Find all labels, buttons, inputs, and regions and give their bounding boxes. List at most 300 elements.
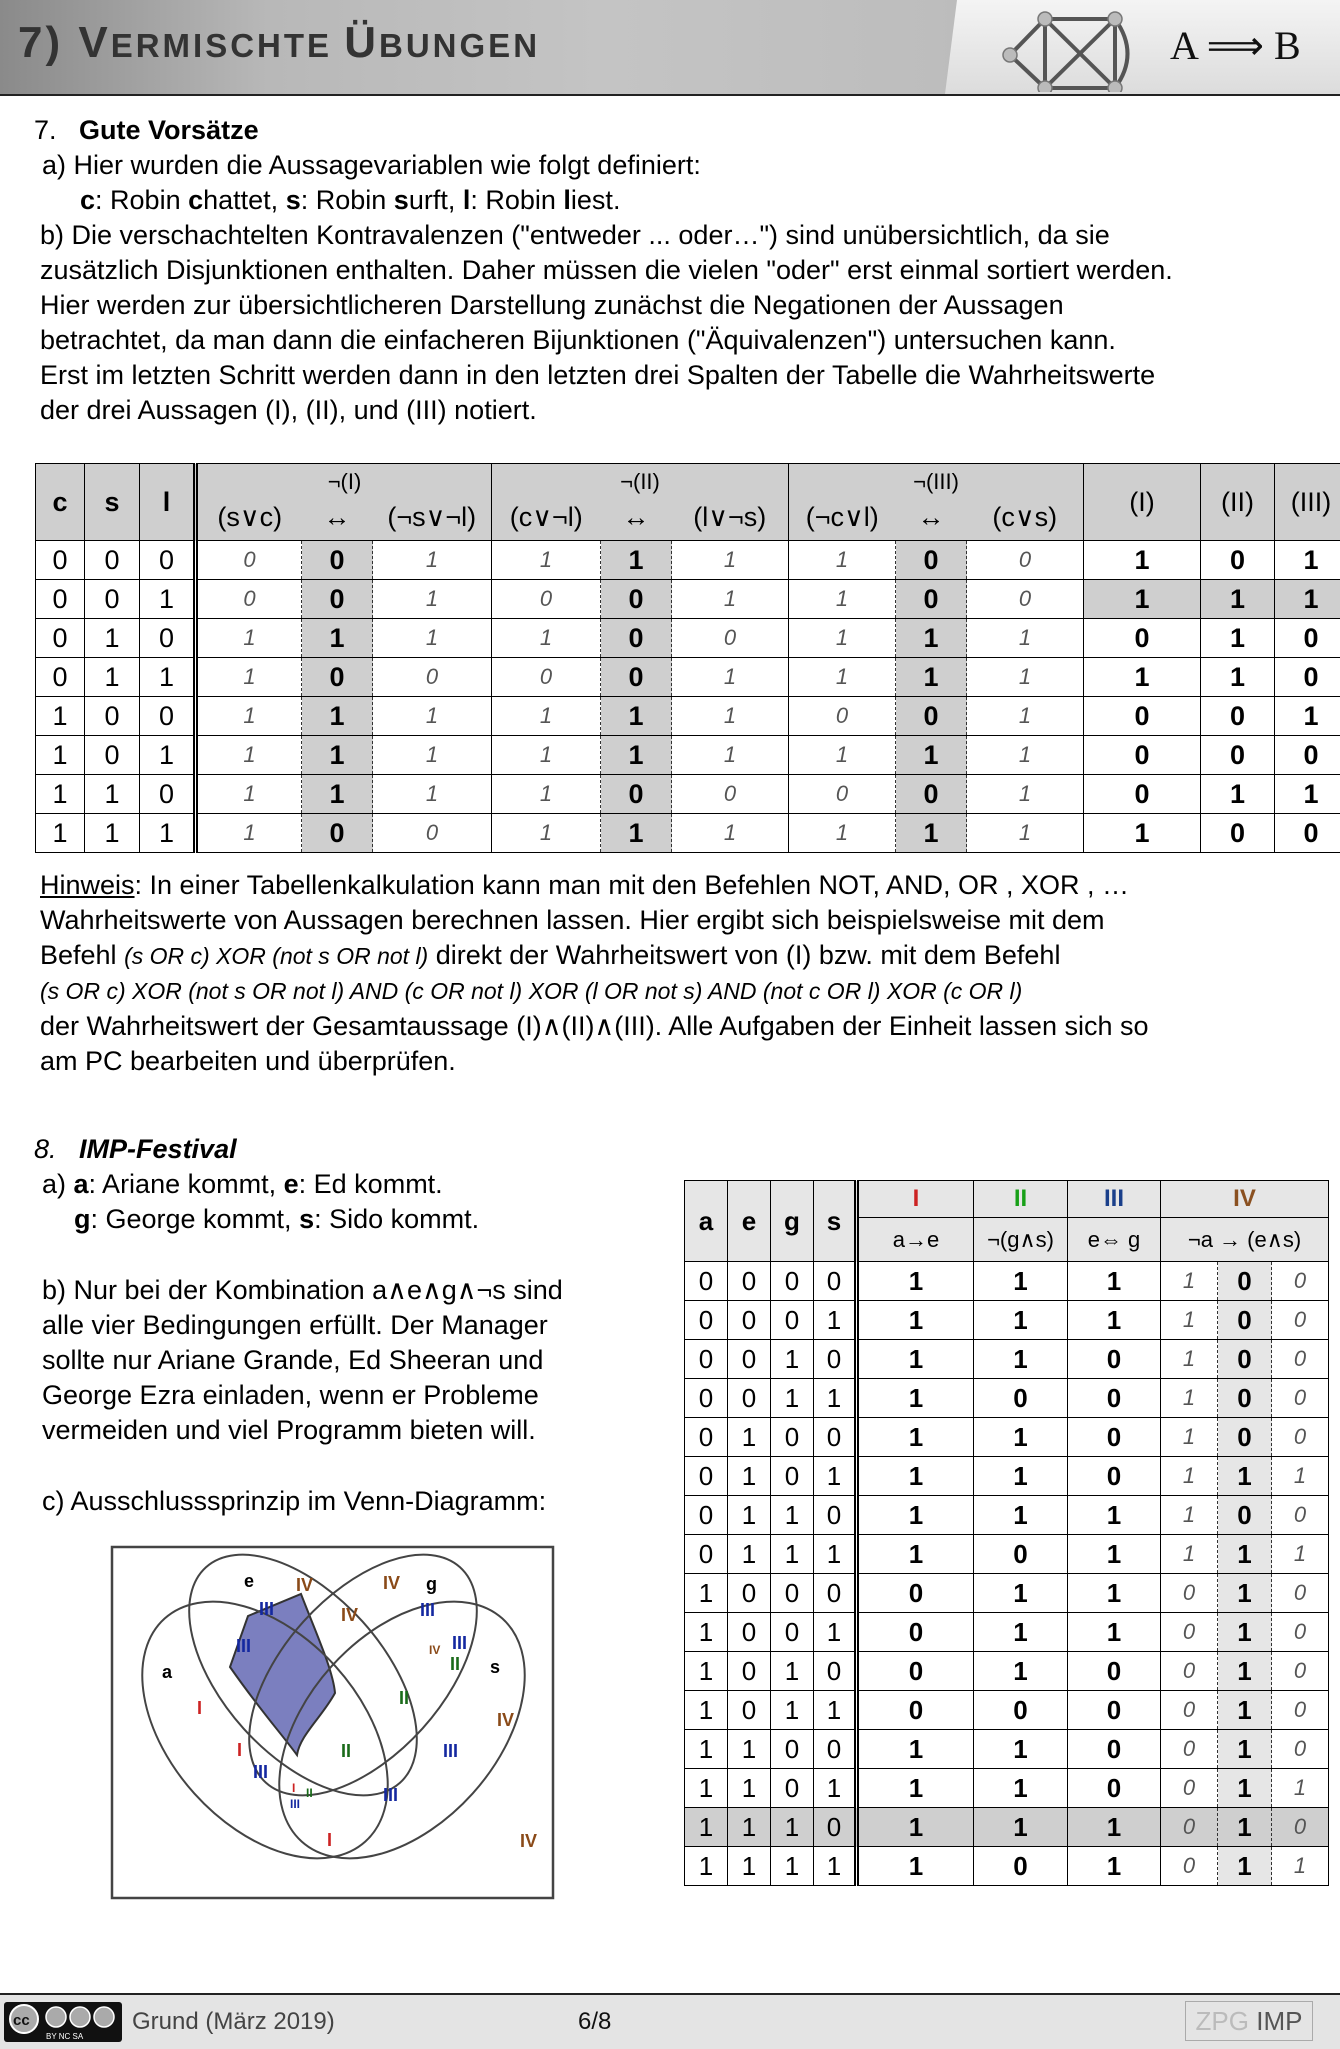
subexpression-value: 0 [672,775,789,814]
subexpression-value: 1 [672,736,789,775]
subexpression-value: 0 [373,658,492,697]
result-value: 1 [1275,580,1340,619]
subexpression-value: 1 [196,736,302,775]
condition-value: 0 [1068,1730,1161,1769]
condition-value: 1 [857,1496,974,1535]
subexpression-value: 0 [1161,1847,1218,1886]
column-header-l: l [140,464,196,541]
paragraph-line: alle vier Bedingungen erfüllt. Der Manager [42,1310,548,1340]
definition-text: : Sido kommt. [314,1204,480,1234]
result-value: 0 [1275,619,1340,658]
table-row [685,1340,1329,1379]
venn-region-label: III [383,1785,399,1805]
input-value: 0 [85,697,140,736]
paragraph-line: George Ezra einladen, wenn er Probleme [42,1380,539,1410]
table-row [685,1574,1329,1613]
input-value: 0 [140,619,196,658]
variable-initial: s [393,185,409,215]
variable-name: s [299,1204,315,1234]
subexpression-value: 1 [1272,1535,1329,1574]
condition-value: 1 [974,1457,1068,1496]
task7-title: Gute Vorsätze [79,115,259,145]
input-value: 0 [685,1457,728,1496]
subexpression-value: 0 [1161,1574,1218,1613]
implication-value: 1 [1218,1691,1272,1730]
condition-value: 1 [974,1652,1068,1691]
condition-value: 1 [857,1379,974,1418]
biconditional-value: 0 [896,541,967,580]
implication-value: 1 [1218,1457,1272,1496]
subexpression-value: 1 [492,619,601,658]
venn-region-label: III [259,1599,275,1619]
input-value: 0 [140,541,196,580]
subexpression-value: 0 [1272,1340,1329,1379]
subexpression-value: 0 [1161,1730,1218,1769]
subexpression-header: (s∨c) [196,495,302,541]
venn-region-label: IV [520,1831,538,1851]
input-value: 1 [728,1457,771,1496]
implication-value: 0 [1218,1418,1272,1457]
subexpression-value: 1 [196,619,302,658]
implication-value: 1 [1218,1574,1272,1613]
input-value: 1 [140,658,196,697]
table-row [685,1496,1329,1535]
table-row [36,619,1340,658]
input-value: 1 [771,1535,814,1574]
condition-value: 0 [1068,1769,1161,1808]
result-value: 1 [1201,619,1275,658]
venn-region-label: IV [429,1643,441,1657]
biconditional-value: 1 [601,697,672,736]
table-row [685,1262,1329,1301]
biconditional-value: 0 [601,658,672,697]
input-value: 0 [36,541,85,580]
condition-value: 1 [974,1262,1068,1301]
venn-region-label: I [292,1781,296,1795]
subexpression-header: (l∨¬s) [672,495,789,541]
input-value: 0 [814,1574,857,1613]
table-row [685,1847,1329,1886]
subexpression-value: 1 [672,541,789,580]
table-row [36,541,1340,580]
implication-value: 1 [1218,1535,1272,1574]
paragraph-line: zusätzlich Disjunktionen enthalten. Daher müssen die vielen "oder" erst einmal sortiert werden. [40,255,1173,285]
page-title [18,18,540,68]
task8-a-line2 [74,1202,479,1237]
variable-name: g [74,1204,91,1234]
table-row [36,580,1340,619]
input-value: 1 [685,1847,728,1886]
subexpression-value: 1 [1161,1301,1218,1340]
result-value: 0 [1201,736,1275,775]
biconditional-value: 1 [302,697,373,736]
input-value: 1 [36,697,85,736]
venn-region-label: IV [383,1573,401,1593]
result-value: 0 [1084,697,1201,736]
subexpression-value: 1 [492,736,601,775]
subexpression-value: 0 [196,541,302,580]
input-value: 1 [85,775,140,814]
condition-value: 0 [974,1691,1068,1730]
input-value: 0 [814,1808,857,1847]
input-value: 1 [728,1730,771,1769]
subexpression-value: 0 [1272,1613,1329,1652]
table-row [685,1808,1329,1847]
paragraph-line: betrachtet, da man dann die einfacheren Bijunktionen ("Äquivalenzen") untersuchen kann. [40,325,1116,355]
input-value: 0 [728,1574,771,1613]
subexpression-value: 0 [1272,1301,1329,1340]
svg-text:cc: cc [13,2012,30,2029]
input-value: 0 [685,1418,728,1457]
condition-value: 1 [857,1301,974,1340]
subexpression-value: 0 [1272,1379,1329,1418]
result-value: 0 [1084,775,1201,814]
variable-name: s [285,185,301,215]
condition-value: 0 [1068,1652,1161,1691]
venn-region-label: II [306,1786,313,1800]
subexpression-value: 1 [789,736,896,775]
condition-value: 1 [974,1574,1068,1613]
condition-value: 1 [1068,1496,1161,1535]
venn-universe [112,1547,553,1898]
condition-expression: e⇔ g [1068,1218,1161,1262]
result-value: 0 [1201,697,1275,736]
input-value: 0 [85,736,140,775]
subexpression-value: 1 [373,619,492,658]
subexpression-value: 1 [1161,1340,1218,1379]
subexpression-value: 0 [967,580,1084,619]
venn-region-label: III [443,1741,459,1761]
input-value: 1 [814,1691,857,1730]
input-value: 1 [728,1418,771,1457]
condition-value: 1 [974,1496,1068,1535]
condition-value: 0 [1068,1418,1161,1457]
subexpression-value: 1 [1272,1457,1329,1496]
venn-region-label: III [452,1633,468,1653]
input-value: 1 [85,814,140,853]
condition-value: 1 [857,1457,974,1496]
condition-value: 0 [1068,1340,1161,1379]
implication-value: 0 [1218,1301,1272,1340]
variable-initial: l [563,185,571,215]
subexpression-value: 1 [1272,1847,1329,1886]
table-row [685,1457,1329,1496]
condition-value: 1 [974,1418,1068,1457]
input-value: 1 [36,814,85,853]
logo-implication-text: A ⟹ B [1170,23,1301,68]
venn-region-label: I [327,1830,333,1850]
input-value: 1 [771,1652,814,1691]
input-value: 1 [685,1574,728,1613]
venn-region-label: II [450,1654,461,1674]
hint-line: Befehl [40,940,125,970]
subexpression-value: 0 [672,619,789,658]
condition-value: 0 [857,1691,974,1730]
paragraph-line: Erst im letzten Schritt werden dann in den letzten drei Spalten der Tabelle die Wahrheitswerte [40,360,1156,390]
condition-number-III: III [1068,1181,1161,1218]
subexpression-value: 1 [196,814,302,853]
column-header-e: e [728,1181,771,1262]
biconditional-value: 0 [302,541,373,580]
subexpression-value: 1 [789,580,896,619]
biconditional-value: 0 [601,619,672,658]
venn-region-label: II [341,1741,352,1761]
input-value: 0 [685,1262,728,1301]
input-value: 0 [728,1262,771,1301]
subexpression-value: 0 [1272,1496,1329,1535]
input-value: 1 [685,1808,728,1847]
definition-text: hattet, [203,185,286,215]
definition-text: : George kommt, [90,1204,300,1234]
subexpression-value: 0 [1272,1652,1329,1691]
subexpression-value: 1 [789,541,896,580]
formula-code: (s OR c) XOR (not s OR not l) [124,943,429,969]
result-value: 1 [1084,580,1201,619]
result-value: 1 [1201,658,1275,697]
input-value: 1 [685,1652,728,1691]
subexpression-value: 1 [373,736,492,775]
implication-value: 0 [1218,1340,1272,1379]
condition-value: 1 [857,1847,974,1886]
title-initial: V [78,18,111,67]
column-header-s: s [814,1181,857,1262]
subexpression-value: 1 [196,775,302,814]
subexpression-value: 1 [672,814,789,853]
subexpression-value: 0 [1161,1808,1218,1847]
venn-label-s: s [490,1657,501,1677]
input-value: 0 [85,541,140,580]
subexpression-value: 0 [492,658,601,697]
biconditional-value: 1 [601,736,672,775]
table-row [685,1730,1329,1769]
subexpression-header: ↔ [302,495,373,541]
definition-text: : Robin [300,185,394,215]
title-smallcaps: BUNGEN [379,27,541,64]
condition-value: 1 [974,1301,1068,1340]
biconditional-value: 1 [601,541,672,580]
definition-text: urft, [408,185,463,215]
input-value: 0 [140,775,196,814]
subexpression-value: 0 [1272,1808,1329,1847]
subexpression-value: 1 [492,541,601,580]
input-value: 1 [140,814,196,853]
result-value: 0 [1275,814,1340,853]
subexpression-header: (¬c∨l) [789,495,896,541]
condition-value: 0 [1068,1457,1161,1496]
input-value: 1 [814,1457,857,1496]
badge-zpg: ZPG [1195,2006,1257,2036]
venn-diagram [110,1545,555,1900]
input-value: 1 [728,1496,771,1535]
venn-region-label: I [197,1698,203,1718]
variable-name: l [462,185,471,215]
biconditional-value: 1 [601,814,672,853]
input-value: 0 [728,1340,771,1379]
input-value: 0 [685,1496,728,1535]
implication-value: 0 [1218,1379,1272,1418]
biconditional-value: 0 [601,580,672,619]
variable-name: a [73,1169,89,1199]
input-value: 0 [814,1262,857,1301]
input-value: 0 [36,580,85,619]
input-value: 1 [685,1691,728,1730]
implication-value: 1 [1218,1613,1272,1652]
result-header: (I) [1084,464,1201,541]
condition-value: 1 [1068,1262,1161,1301]
venn-region-label: III [420,1600,436,1620]
input-value: 0 [685,1535,728,1574]
input-value: 1 [814,1301,857,1340]
biconditional-value: 0 [601,775,672,814]
venn-region-label: III [236,1636,252,1656]
condition-expression: ¬a → (e∧s) [1161,1218,1329,1262]
input-value: 0 [36,658,85,697]
input-value: 0 [771,1769,814,1808]
paragraph-line: b) Die verschachtelten Kontravalenzen ("entweder ... oder…") sind unübersichtlich, da sie [40,220,1110,250]
subexpression-value: 1 [789,814,896,853]
task7-heading [34,113,259,148]
result-value: 1 [1275,775,1340,814]
truth-table-task7 [35,463,1340,853]
condition-value: 0 [974,1847,1068,1886]
biconditional-value: 1 [896,619,967,658]
condition-number-II: II [974,1181,1068,1218]
table-row [685,1379,1329,1418]
subexpression-value: 1 [789,658,896,697]
biconditional-value: 0 [896,775,967,814]
table-header-row [685,1181,1329,1218]
input-value: 1 [140,736,196,775]
result-value: 0 [1275,658,1340,697]
paragraph-line: sollte nur Ariane Grande, Ed Sheeran und [42,1345,544,1375]
subexpression-value: 0 [196,580,302,619]
input-value: 0 [728,1691,771,1730]
condition-value: 0 [857,1652,974,1691]
hint-line: : In einer Tabellenkalkulation kann man mit den Befehlen NOT, AND, OR , XOR , … [134,870,1130,900]
subexpression-value: 0 [967,541,1084,580]
input-value: 0 [36,619,85,658]
badge-imp: IMP [1256,2006,1303,2036]
subexpression-value: 0 [1272,1574,1329,1613]
subexpression-header: ↔ [896,495,967,541]
biconditional-value: 1 [896,814,967,853]
input-value: 0 [140,697,196,736]
implication-value: 0 [1218,1262,1272,1301]
table-row [685,1652,1329,1691]
implication-value: 1 [1218,1847,1272,1886]
graph-network-icon [1000,6,1130,92]
hint-line: Wahrheitswerte von Aussagen berechnen lassen. Hier ergibt sich beispielsweise mit dem [40,905,1105,935]
definition-text: : Ariane kommt, [88,1169,284,1199]
subexpression-value: 1 [967,619,1084,658]
paragraph-line: vermeiden und viel Programm bieten will. [42,1415,536,1445]
task7-b-text [40,218,1173,428]
input-value: 0 [728,1301,771,1340]
condition-value: 1 [1068,1301,1161,1340]
biconditional-value: 1 [302,619,373,658]
input-value: 1 [728,1769,771,1808]
task8-a-line1 [42,1167,443,1202]
subexpression-value: 1 [373,541,492,580]
column-header-g: g [771,1181,814,1262]
subexpression-value: 1 [1161,1262,1218,1301]
result-value: 1 [1084,658,1201,697]
hint-paragraph [40,868,1149,1079]
task7-a-intro: a) Hier wurden die Aussagevariablen wie folgt definiert: [42,150,701,180]
condition-value: 0 [1068,1691,1161,1730]
table-row [36,697,1340,736]
result-value: 1 [1201,580,1275,619]
input-value: 1 [771,1379,814,1418]
subexpression-value: 0 [1272,1730,1329,1769]
input-value: 1 [771,1340,814,1379]
venn-label-a: a [162,1662,173,1682]
subexpression-value: 1 [672,697,789,736]
task7-number: 7. [34,115,57,145]
subexpression-value: 1 [1161,1379,1218,1418]
definition-text: a) [42,1169,74,1199]
implication-value: 1 [1218,1769,1272,1808]
input-value: 1 [814,1379,857,1418]
subexpression-value: 0 [1161,1613,1218,1652]
input-value: 0 [771,1262,814,1301]
subexpression-value: 1 [492,775,601,814]
subexpression-value: 0 [789,775,896,814]
task8-c-text: c) Ausschlusssprinzip im Venn-Diagramm: [42,1486,547,1516]
task8-heading [34,1132,237,1167]
condition-value: 1 [974,1769,1068,1808]
subexpression-value: 1 [967,697,1084,736]
condition-value: 0 [857,1613,974,1652]
condition-value: 1 [857,1769,974,1808]
subexpression-value: 1 [1272,1769,1329,1808]
venn-label-g: g [426,1574,437,1594]
input-value: 0 [685,1340,728,1379]
input-value: 1 [771,1691,814,1730]
subexpression-value: 0 [789,697,896,736]
condition-value: 1 [974,1808,1068,1847]
subexpression-value: 1 [492,697,601,736]
task8-title: IMP-Festival [79,1134,237,1164]
condition-value: 1 [974,1613,1068,1652]
subexpression-header: ↔ [601,495,672,541]
paragraph-line: der drei Aussagen (I), (II), und (III) notiert. [40,395,537,425]
condition-expression: ¬(g∧s) [974,1218,1068,1262]
result-header: (III) [1275,464,1340,541]
subexpression-value: 1 [967,658,1084,697]
hint-line: der Wahrheitswert der Gesamtaussage (I)∧(II)∧(III). Alle Aufgaben der Einheit lassen sich so [40,1011,1149,1041]
column-header-a: a [685,1181,728,1262]
result-value: 1 [1275,541,1340,580]
result-value: 1 [1201,775,1275,814]
result-value: 0 [1084,736,1201,775]
input-value: 0 [771,1574,814,1613]
group-header: ¬(II) [492,464,789,495]
input-value: 1 [85,658,140,697]
definition-text: iest. [570,185,621,215]
venn-region-label: IV [497,1710,515,1730]
subexpression-value: 1 [967,736,1084,775]
input-value: 1 [728,1808,771,1847]
subexpression-value: 1 [967,814,1084,853]
input-value: 0 [814,1496,857,1535]
input-value: 1 [771,1496,814,1535]
biconditional-value: 0 [896,697,967,736]
input-value: 1 [728,1847,771,1886]
result-value: 0 [1084,619,1201,658]
chapter-number: 7) [18,18,64,67]
subexpression-header: (¬s∨¬l) [373,495,492,541]
